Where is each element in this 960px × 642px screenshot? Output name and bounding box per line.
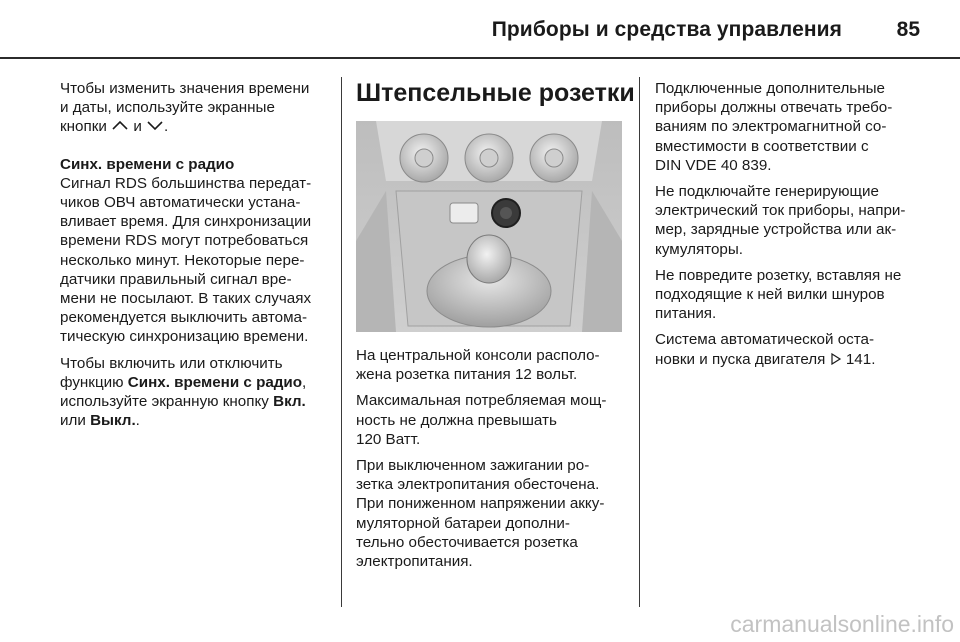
sync-line: несколько минут. Некоторые пере-	[60, 251, 305, 269]
text-line: Максимальная потребляемая мощ-	[356, 392, 607, 410]
page-number: 85	[896, 18, 920, 41]
sync-line: тическую синхронизацию времени.	[60, 328, 309, 346]
intro-line	[60, 117, 334, 136]
gear-knob	[467, 235, 511, 283]
plug-warning-paragraph	[655, 266, 925, 324]
text-line: 120 Ватт.	[356, 430, 421, 448]
text-line: Подключенные дополнительные	[655, 80, 885, 97]
text-line: DIN VDE 40 839.	[655, 156, 772, 174]
toggle-line	[60, 373, 334, 392]
text-line: На центральной консоли располо-	[356, 347, 600, 364]
toggle-line	[60, 392, 334, 411]
toggle-text: ,	[302, 373, 307, 391]
toggle-text: функцию	[60, 373, 124, 391]
page-reference-icon	[830, 353, 842, 365]
text-line: мер, зарядные устройства или ак-	[655, 221, 897, 239]
chevron-up-icon	[111, 119, 129, 131]
intro-text: кнопки	[60, 118, 107, 136]
max-power-paragraph	[356, 391, 632, 449]
column-divider-2	[639, 77, 640, 607]
console-socket-photo	[356, 121, 622, 332]
text-line: зетка электропитания обесточена.	[356, 476, 600, 494]
intro-paragraph	[60, 79, 334, 137]
text-line: питания.	[655, 305, 717, 323]
text-line: Система автоматической оста-	[655, 331, 875, 349]
knob-center	[480, 149, 498, 167]
sync-line: времени RDS могут потребоваться	[60, 232, 309, 250]
page-title: Приборы и средства управления	[491, 18, 842, 41]
knob-center	[415, 149, 433, 167]
no-generators-paragraph	[655, 182, 925, 259]
sync-heading: Синх. времени с радио	[60, 155, 235, 173]
header-rule	[0, 57, 960, 59]
sync-line: вливает время. Для синхронизации	[60, 213, 312, 231]
toggle-text: используйте экранную кнопку	[60, 393, 269, 411]
sync-line: мени не посылают. В таких случаях	[60, 290, 312, 308]
sync-paragraph	[60, 174, 334, 347]
text-line: жена розетка питания 12 вольт.	[356, 366, 578, 384]
setting-name: Синх. времени с радио	[127, 373, 303, 391]
sync-line: чиков ОВЧ автоматически устана-	[60, 194, 301, 212]
column-2	[356, 79, 635, 578]
stop-start-paragraph	[655, 330, 925, 368]
sync-line: датчики правильный сигнал вре-	[60, 270, 292, 288]
text-line: ваниям по электромагнитной со-	[655, 118, 887, 136]
chevron-down-icon	[146, 119, 164, 131]
intro-line: и даты, используйте экранные	[60, 99, 275, 117]
text-line: Не повредите розетку, вставляя не	[655, 266, 902, 284]
toggle-text: или	[60, 412, 86, 430]
text-line: муляторной батареи дополни-	[356, 514, 570, 532]
on-button-label: Вкл.	[273, 393, 306, 411]
knob-center	[545, 149, 563, 167]
off-button-label: Выкл.	[90, 412, 136, 430]
page-reference-link[interactable]: 141.	[845, 350, 876, 368]
page-header	[0, 0, 960, 60]
text-fragment: новки и пуска двигателя	[655, 350, 826, 368]
watermark: carmanualsonline.info	[730, 611, 954, 637]
column-3	[655, 79, 925, 376]
column-divider-1	[341, 77, 342, 607]
text-line: тельно обесточивается розетка	[356, 533, 578, 551]
text-line: приборы должны отвечать требо-	[655, 99, 893, 117]
socket-hole	[500, 207, 512, 219]
sync-line: рекомендуется выключить автома-	[60, 309, 308, 327]
switch-icon	[450, 203, 478, 223]
emc-paragraph	[655, 79, 925, 175]
ignition-paragraph	[356, 456, 632, 571]
sync-line: Сигнал RDS большинства передат-	[60, 174, 312, 192]
toggle-paragraph	[60, 354, 334, 431]
text-line: электропитания.	[356, 553, 473, 571]
toggle-line: Чтобы включить или отключить	[60, 354, 283, 372]
text-line: электрический ток приборы, напри-	[655, 202, 906, 220]
intro-line: Чтобы изменить значения времени	[60, 80, 310, 97]
socket-location-paragraph	[356, 346, 632, 384]
toggle-line	[60, 411, 334, 430]
text-line: При выключенном зажигании ро-	[356, 457, 590, 475]
text-line: Не подключайте генерирующие	[655, 183, 879, 201]
column-1	[60, 79, 334, 437]
intro-text: .	[164, 118, 169, 136]
section-title: Штепсельные розетки	[356, 79, 635, 107]
intro-text: и	[133, 118, 142, 136]
text-line: ность не должна превышать	[356, 411, 557, 429]
text-line: вместимости в соответствии с	[655, 137, 869, 155]
text-line: При пониженном напряжении акку-	[356, 495, 605, 513]
text-line: кумуляторы.	[655, 240, 744, 258]
text-line: подходящие к ней вилки шнуров	[655, 286, 885, 304]
text-line	[655, 350, 925, 369]
toggle-text: .	[135, 412, 140, 430]
